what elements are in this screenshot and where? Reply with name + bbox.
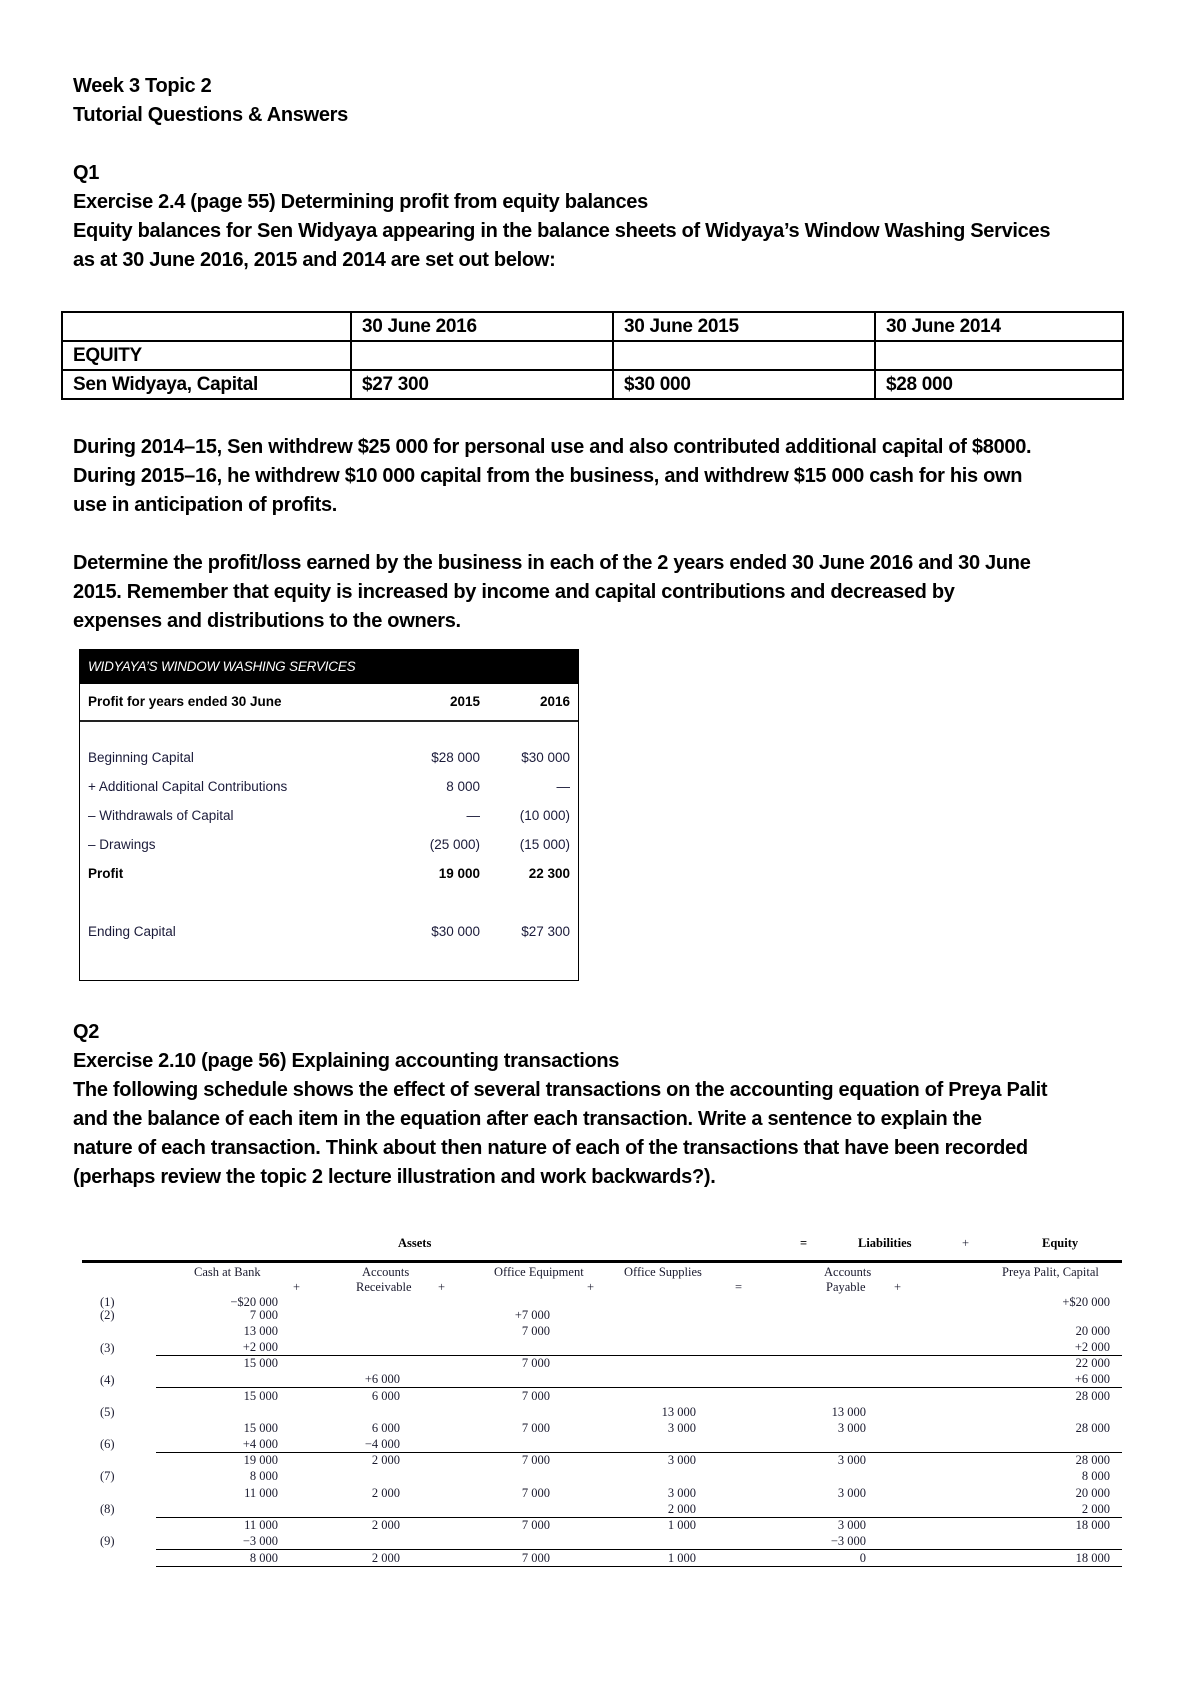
q1-paragraph-line: expenses and distributions to the owners. — [73, 610, 461, 632]
plus-sign: + — [587, 1280, 595, 1294]
schedule-cell-ar: 2 000 — [371, 1518, 400, 1532]
doc-title: Week 3 Topic 2 — [73, 75, 212, 97]
divider — [156, 1517, 1122, 1518]
schedule-cell-cash: −$20 000 — [230, 1295, 278, 1309]
schedule-cell-capital: 22 000 — [1075, 1356, 1110, 1370]
divider — [156, 1549, 1122, 1550]
schedule-cell-ar: −4 000 — [364, 1437, 400, 1451]
col-ap: Accounts — [824, 1265, 872, 1279]
divider — [156, 1355, 1122, 1356]
row-value-2016: — — [556, 779, 570, 794]
statement-col-2016: 2016 — [539, 694, 570, 709]
schedule-cell-capital: 2 000 — [1081, 1502, 1110, 1516]
divider — [156, 1566, 1122, 1567]
schedule-cell-equip: 7 000 — [521, 1486, 550, 1500]
q2-paragraph-line: and the balance of each item in the equation after each transaction. Write a sentence to explain the — [73, 1108, 982, 1130]
col-ar: Receivable — [356, 1280, 412, 1294]
schedule-cell-ap: 3 000 — [837, 1421, 866, 1435]
tx-label: (6) — [100, 1437, 115, 1451]
statement-row-profit — [88, 864, 570, 884]
schedule-cell-equip: 7 000 — [521, 1389, 550, 1403]
col-ar: Accounts — [362, 1265, 410, 1279]
tx-label: (9) — [100, 1534, 115, 1548]
plus-sign: + — [293, 1280, 301, 1294]
schedule-cell-capital: 28 000 — [1075, 1389, 1110, 1403]
schedule-cell-ap: 13 000 — [831, 1405, 866, 1419]
row-value-2016: $27 300 — [521, 924, 570, 939]
schedule-cell-supplies: 1 000 — [667, 1551, 696, 1565]
schedule-cell-cash: 11 000 — [244, 1486, 278, 1500]
row-value-2015: 8 000 — [446, 779, 480, 794]
tx-label: (5) — [100, 1405, 115, 1419]
schedule-cell-ar: 2 000 — [371, 1551, 400, 1565]
q1-paragraph-line: 2015. Remember that equity is increased by income and capital contributions and decreased by — [73, 581, 955, 603]
q2-paragraph-line: (perhaps review the topic 2 lecture illustration and work backwards?). — [73, 1166, 716, 1188]
schedule-cell-capital: +2 000 — [1074, 1340, 1110, 1354]
row-value-2015: 19 000 — [438, 866, 480, 881]
schedule-cell-ap: −3 000 — [830, 1534, 866, 1548]
schedule-cell-cash: +4 000 — [242, 1437, 278, 1451]
statement-col-2015: 2015 — [449, 694, 480, 709]
col-capital: Preya Palit, Capital — [1002, 1265, 1099, 1279]
table-row — [62, 370, 1123, 399]
tx-label: (1) — [100, 1295, 115, 1309]
schedule-cell-ar: 6 000 — [371, 1421, 400, 1435]
tx-label: (2) — [100, 1308, 115, 1322]
tx-label: (4) — [100, 1373, 115, 1387]
q1-exercise-title: Exercise 2.4 (page 55) Determining profit from equity balances — [73, 191, 648, 213]
row-value-2015: — — [466, 808, 480, 823]
table-header-cell: 30 June 2015 — [613, 312, 875, 341]
schedule-cell-cash: 19 000 — [243, 1453, 278, 1467]
schedule-cell-cash: 8 000 — [249, 1469, 278, 1483]
divider — [156, 1452, 1122, 1453]
schedule-cell-supplies: 3 000 — [667, 1453, 696, 1467]
schedule-cell-supplies: 3 000 — [667, 1486, 696, 1500]
q2-paragraph-line: The following schedule shows the effect of several transactions on the accounting equation of Preya Palit — [73, 1079, 1048, 1101]
schedule-cell-equip: 7 000 — [521, 1356, 550, 1370]
schedule-cell-equip: 7 000 — [521, 1324, 550, 1338]
schedule-cell-ar: 2 000 — [371, 1486, 400, 1500]
row-value-2016: 22 300 — [528, 866, 570, 881]
schedule-cell-supplies: 3 000 — [667, 1421, 696, 1435]
row-label: Profit — [88, 866, 124, 881]
table-cell: EQUITY — [62, 341, 351, 370]
schedule-cell-equip: 7 000 — [521, 1551, 550, 1565]
schedule-cell-ap: 3 000 — [837, 1486, 866, 1500]
table-header-cell: 30 June 2014 — [875, 312, 1123, 341]
q1-intro: Equity balances for Sen Widyaya appearing in the balance sheets of Widyaya’s Window Washing Services — [73, 220, 1051, 242]
row-value-2016: $30 000 — [521, 750, 570, 765]
table-cell — [613, 341, 875, 370]
row-value-2016: (10 000) — [519, 808, 570, 823]
divider — [82, 1260, 1122, 1263]
q1-paragraphs — [73, 433, 1133, 636]
col-ap: Payable — [826, 1280, 866, 1294]
plus-sign: + — [894, 1280, 902, 1294]
schedule-cell-capital: +$20 000 — [1062, 1295, 1110, 1309]
plus-sign: + — [438, 1280, 446, 1294]
schedule-cell-cash: 13 000 — [243, 1324, 278, 1338]
schedule-cell-capital: 28 000 — [1075, 1421, 1110, 1435]
q2-paragraph-line: nature of each transaction. Think about then nature of each of the transactions that have been recorded — [73, 1137, 1028, 1159]
table-header-row — [62, 312, 1123, 341]
profit-statement — [79, 649, 579, 981]
schedule-cell-capital: 8 000 — [1081, 1469, 1110, 1483]
table-cell: $28 000 — [875, 370, 1123, 399]
col-cash: Cash at Bank — [194, 1265, 261, 1279]
schedule-cell-cash: 15 000 — [243, 1389, 278, 1403]
schedule-cell-capital: 18 000 — [1075, 1551, 1110, 1565]
table-cell: $30 000 — [613, 370, 875, 399]
schedule-cell-cash: 8 000 — [249, 1551, 278, 1565]
statement-header-label: Profit for years ended 30 June — [88, 694, 282, 709]
statement-row — [88, 748, 570, 768]
schedule-cell-supplies: 1 000 — [667, 1518, 696, 1532]
row-label: – Withdrawals of Capital — [88, 808, 234, 823]
schedule-cell-ar: 6 000 — [371, 1389, 400, 1403]
tx-label: (7) — [100, 1469, 115, 1483]
plus-sign: + — [962, 1236, 970, 1250]
row-label: Ending Capital — [88, 924, 176, 939]
q1-paragraph-line: Determine the profit/loss earned by the business in each of the 2 years ended 30 June 2016 and 30 June — [73, 552, 1031, 574]
schedule-cell-equip: 7 000 — [521, 1518, 550, 1532]
schedule-cell-capital: 20 000 — [1075, 1486, 1110, 1500]
equals-sign: = — [735, 1280, 743, 1294]
row-value-2015: (25 000) — [429, 837, 480, 852]
equals-sign: = — [800, 1236, 808, 1250]
transaction-schedule — [82, 1236, 1122, 1616]
table-cell — [875, 341, 1123, 370]
schedule-cell-cash: 15 000 — [243, 1421, 278, 1435]
schedule-cell-cash: 15 000 — [243, 1356, 278, 1370]
group-assets: Assets — [398, 1236, 432, 1250]
table-cell — [351, 341, 613, 370]
schedule-cell-cash: 11 000 — [244, 1518, 278, 1532]
statement-row — [88, 922, 570, 942]
schedule-cell-equip: 7 000 — [521, 1453, 550, 1467]
schedule-cell-supplies: 2 000 — [667, 1502, 696, 1516]
row-value-2016: (15 000) — [519, 837, 570, 852]
tx-label: (8) — [100, 1502, 115, 1516]
document-body — [73, 72, 1133, 275]
col-supplies: Office Supplies — [624, 1265, 702, 1279]
table-cell: Sen Widyaya, Capital — [62, 370, 351, 399]
schedule-cell-ar: +6 000 — [364, 1372, 400, 1386]
table-header-cell: 30 June 2016 — [351, 312, 613, 341]
q2-label: Q2 — [73, 1021, 100, 1043]
q1-paragraph-line: During 2014–15, Sen withdrew $25 000 for personal use and also contributed additional capital of $8000. — [73, 436, 1032, 458]
table-row — [62, 341, 1123, 370]
row-label: – Drawings — [88, 837, 156, 852]
group-equity: Equity — [1042, 1236, 1079, 1250]
schedule-cell-capital: 20 000 — [1075, 1324, 1110, 1338]
schedule-cell-equip: 7 000 — [521, 1421, 550, 1435]
schedule-cell-supplies: 13 000 — [661, 1405, 696, 1419]
row-label: + Additional Capital Contributions — [88, 779, 288, 794]
q1-label: Q1 — [73, 162, 100, 184]
schedule-cell-capital: 18 000 — [1075, 1518, 1110, 1532]
q2-exercise-title: Exercise 2.10 (page 56) Explaining accounting transactions — [73, 1050, 620, 1072]
statement-banner: WIDYAYA’S WINDOW WASHING SERVICES — [80, 650, 578, 684]
schedule-cell-ap: 0 — [859, 1551, 866, 1565]
q1-paragraph-line: During 2015–16, he withdrew $10 000 capital from the business, and withdrew $15 000 cash for his own — [73, 465, 1023, 487]
statement-row — [88, 835, 570, 855]
schedule-cell-ap: 3 000 — [837, 1518, 866, 1532]
col-equipment: Office Equipment — [494, 1265, 584, 1279]
statement-row — [88, 777, 570, 797]
group-liabilities: Liabilities — [858, 1236, 912, 1250]
schedule-cell-ap: 3 000 — [837, 1453, 866, 1467]
table-cell: $27 300 — [351, 370, 613, 399]
schedule-cell-equip: +7 000 — [514, 1308, 550, 1322]
equity-balances-table — [61, 311, 1124, 400]
schedule-cell-capital: +6 000 — [1074, 1372, 1110, 1386]
schedule-cell-cash: 7 000 — [249, 1308, 278, 1322]
statement-header — [80, 684, 578, 722]
statement-row — [88, 806, 570, 826]
schedule-cell-cash: +2 000 — [242, 1340, 278, 1354]
schedule-cell-capital: 28 000 — [1075, 1453, 1110, 1467]
q1-paragraph-line: use in anticipation of profits. — [73, 494, 338, 516]
q1-intro: as at 30 June 2016, 2015 and 2014 are set out below: — [73, 249, 556, 271]
schedule-cell-cash: −3 000 — [242, 1534, 278, 1548]
tx-label: (3) — [100, 1341, 115, 1355]
row-label: Beginning Capital — [88, 750, 194, 765]
row-value-2015: $28 000 — [431, 750, 480, 765]
table-cell — [62, 312, 351, 341]
row-value-2015: $30 000 — [431, 924, 480, 939]
q2-section — [73, 1018, 1133, 1192]
divider — [156, 1387, 1122, 1388]
schedule-cell-ar: 2 000 — [371, 1453, 400, 1467]
doc-subtitle: Tutorial Questions & Answers — [73, 104, 348, 126]
